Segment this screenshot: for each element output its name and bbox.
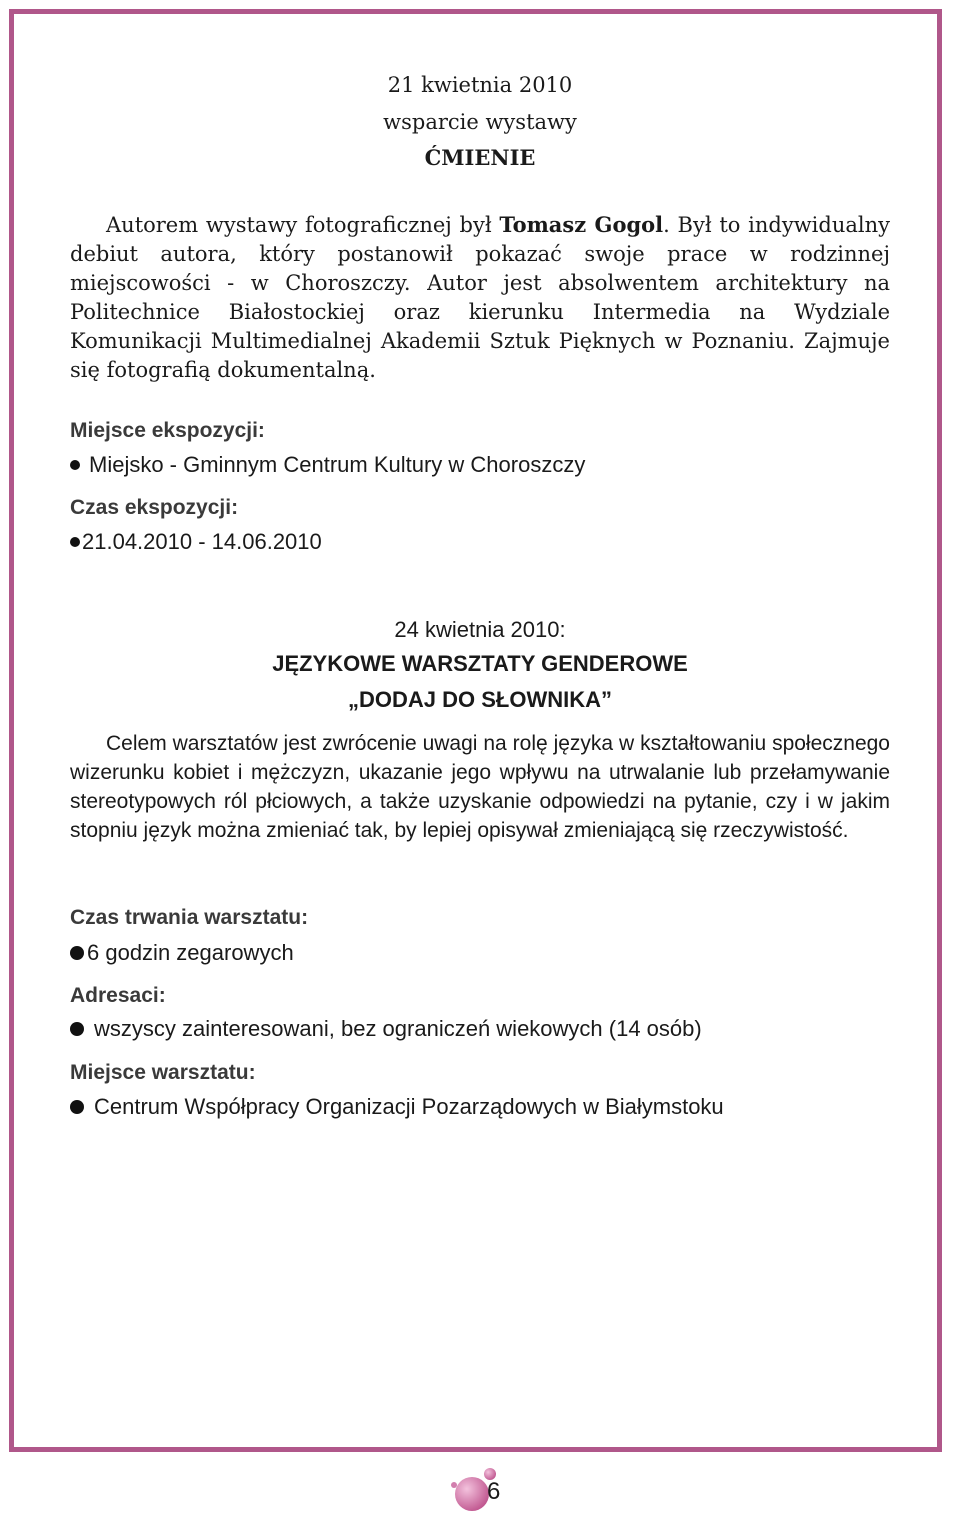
exposure-time-label: Czas ekspozycji: bbox=[70, 496, 239, 519]
exposure-place-value: Miejsko - Gminnym Centrum Kultury w Choroszczy bbox=[89, 452, 586, 477]
page-number: 6 bbox=[487, 1478, 501, 1505]
section2-title-line2: „DODAJ DO SŁOWNIKA” bbox=[348, 687, 612, 712]
audience-label: Adresaci: bbox=[70, 984, 166, 1007]
author-name: Tomasz Gogol bbox=[499, 212, 664, 237]
duration-item bbox=[70, 940, 890, 966]
section2-date: 24 kwietnia 2010: bbox=[394, 617, 566, 642]
section1-paragraph: Autorem wystawy fotograficznej był Tomasz Gogol. Był to indywidualny debiut autora, który postanowił pokazać swoje prace w rodzinnej miejscowości - w Choroszczy. Autor jest absolwentem architektury na Politechnice Białostockiej oraz kierunku Intermedia na Wydziale Komunikacji Multimedialnej Akademii Sztuk Pięknych w Poznaniu. Zajmuje się fotografią dokumentalną. bbox=[70, 212, 890, 382]
exposure-place-item bbox=[70, 452, 890, 478]
section2-paragraph: Celem warsztatów jest zwrócenie uwagi na rolę języka w kształtowaniu społecznego wizerunku kobiet i mężczyzn, ukazanie jego wpływu na utrwalanie lub przełamywanie stereotypowych ról płciowych, a także uzyskanie odpowiedzi na pytanie, czy i w jakim stopniu język można zmieniać tak, by lepiej opisywał zmieniającą się rzeczywistość. bbox=[70, 732, 890, 842]
bullet-icon bbox=[70, 1100, 84, 1114]
section2-title-line1: JĘZYKOWE WARSZTATY GENDEROWE bbox=[272, 651, 688, 676]
audience-value: wszyscy zainteresowani, bez ograniczeń wiekowych (14 osób) bbox=[94, 1016, 702, 1041]
duration-label: Czas trwania warsztatu: bbox=[70, 906, 309, 929]
section1-date: 21 kwietnia 2010 bbox=[387, 73, 573, 97]
venue-value: Centrum Współpracy Organizacji Pozarządowych w Białymstoku bbox=[94, 1094, 724, 1119]
exposure-time-item bbox=[70, 529, 890, 555]
venue-item bbox=[70, 1094, 890, 1120]
section1-title: ĆMIENIE bbox=[424, 145, 536, 170]
bullet-icon bbox=[70, 537, 80, 547]
duration-value: 6 godzin zegarowych bbox=[87, 940, 294, 965]
bullet-icon bbox=[70, 1022, 84, 1036]
section1-subtitle: wsparcie wystawy bbox=[383, 110, 577, 134]
venue-label: Miejsce warsztatu: bbox=[70, 1061, 256, 1084]
audience-item bbox=[70, 1016, 890, 1042]
exposure-place-label: Miejsce ekspozycji: bbox=[70, 419, 265, 442]
bullet-icon bbox=[70, 946, 84, 960]
exposure-time-value: 21.04.2010 - 14.06.2010 bbox=[82, 529, 322, 554]
bullet-icon bbox=[70, 460, 80, 470]
